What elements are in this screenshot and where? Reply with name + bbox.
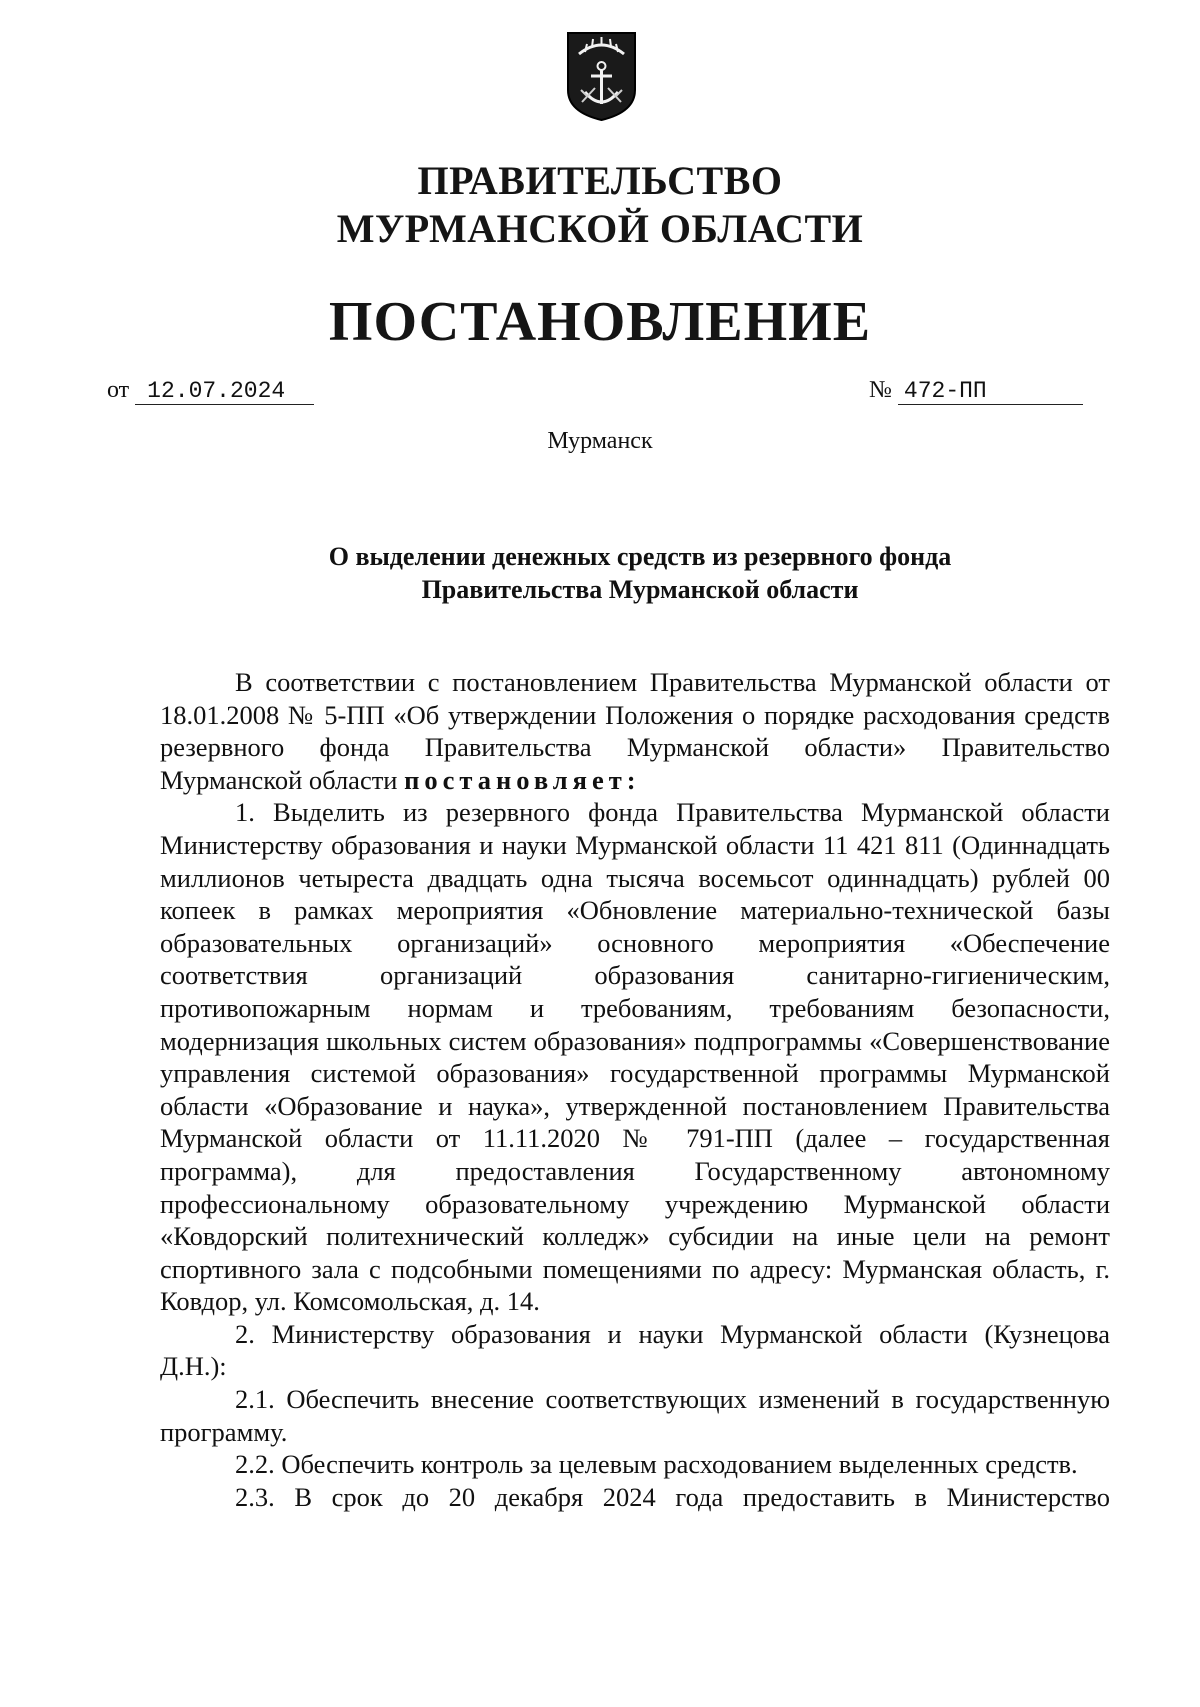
document-body bbox=[160, 666, 1110, 1513]
preamble-paragraph bbox=[160, 666, 1110, 796]
paragraph-2-3: 2.3. В срок до 20 декабря 2024 года предоставить в Министерство bbox=[235, 1481, 1110, 1512]
coat-of-arms-icon bbox=[565, 30, 638, 123]
organization-name-line1: ПРАВИТЕЛЬСТВО bbox=[417, 158, 783, 203]
city: Мурманск bbox=[547, 428, 653, 454]
paragraph-1: 1. Выделить из резервного фонда Правительства Мурманской области Министерству образования и науки Мурманской области 11 421 811 (Одиннадцать миллионов четыреста двадцать одна тысяча восемьсот одиннадцать) рублей 00 копеек в рамках мероприятия «Обновление материально-технической базы образовательных организаций» основного мероприятия «Обеспечение соответствия организаций образования санитарно-гигиеническим, противопожарным нормам и требованиям, требованиям безопасности, модернизация школьных систем образования» подпрограммы «Совершенствование управления системой образования» государственной программы Мурманской области «Образование и наука», утвержденной постановлением Правительства Мурманской области от 11.11.2020 № 791-ПП (далее – государственная программа), для предоставления Государственному автономному профессиональному образовательному учреждению Мурманской области «Ковдорский политехнический колледж» субсидии на иные цели на ремонт спортивного зала с подсобными помещениями по адресу: Мурманская область, г. Ковдор, ул. Комсомольская, д. 14. bbox=[160, 797, 1110, 1317]
date-line bbox=[107, 377, 314, 405]
title-line2: Правительства Мурманской области bbox=[421, 575, 859, 604]
paragraph-2: 2. Министерству образования и науки Мурманской области (Кузнецова Д.Н.): bbox=[160, 1318, 1110, 1382]
paragraph-2-1: 2.1. Обеспечить внесение соответствующих изменений в государственную программу. bbox=[160, 1384, 1110, 1447]
preamble-text: В соответствии с постановлением Правительства Мурманской области от 18.01.2008 № 5-ПП «Об утверждении Положения о порядке расходования средств резервного фонда Правительства Мурманской области» Правительство Мурманской области bbox=[160, 667, 1110, 795]
document-date: 12.07.2024 bbox=[135, 378, 314, 405]
date-prefix: от bbox=[107, 377, 130, 403]
resolves-word: постановляет: bbox=[404, 764, 641, 795]
document-number: 472-ПП bbox=[898, 378, 1083, 405]
paragraph-2-2: 2.2. Обеспечить контроль за целевым расходованием выделенных средств. bbox=[235, 1449, 1078, 1480]
document-title bbox=[0, 540, 1200, 606]
organization-name-line2: МУРМАНСКОЙ ОБЛАСТИ bbox=[336, 206, 864, 251]
number-prefix: № bbox=[869, 377, 892, 403]
document-type: ПОСТАНОВЛЕНИЕ bbox=[328, 291, 872, 353]
number-line bbox=[869, 377, 1083, 405]
title-line1: О выделении денежных средств из резервного фонда bbox=[328, 542, 952, 571]
